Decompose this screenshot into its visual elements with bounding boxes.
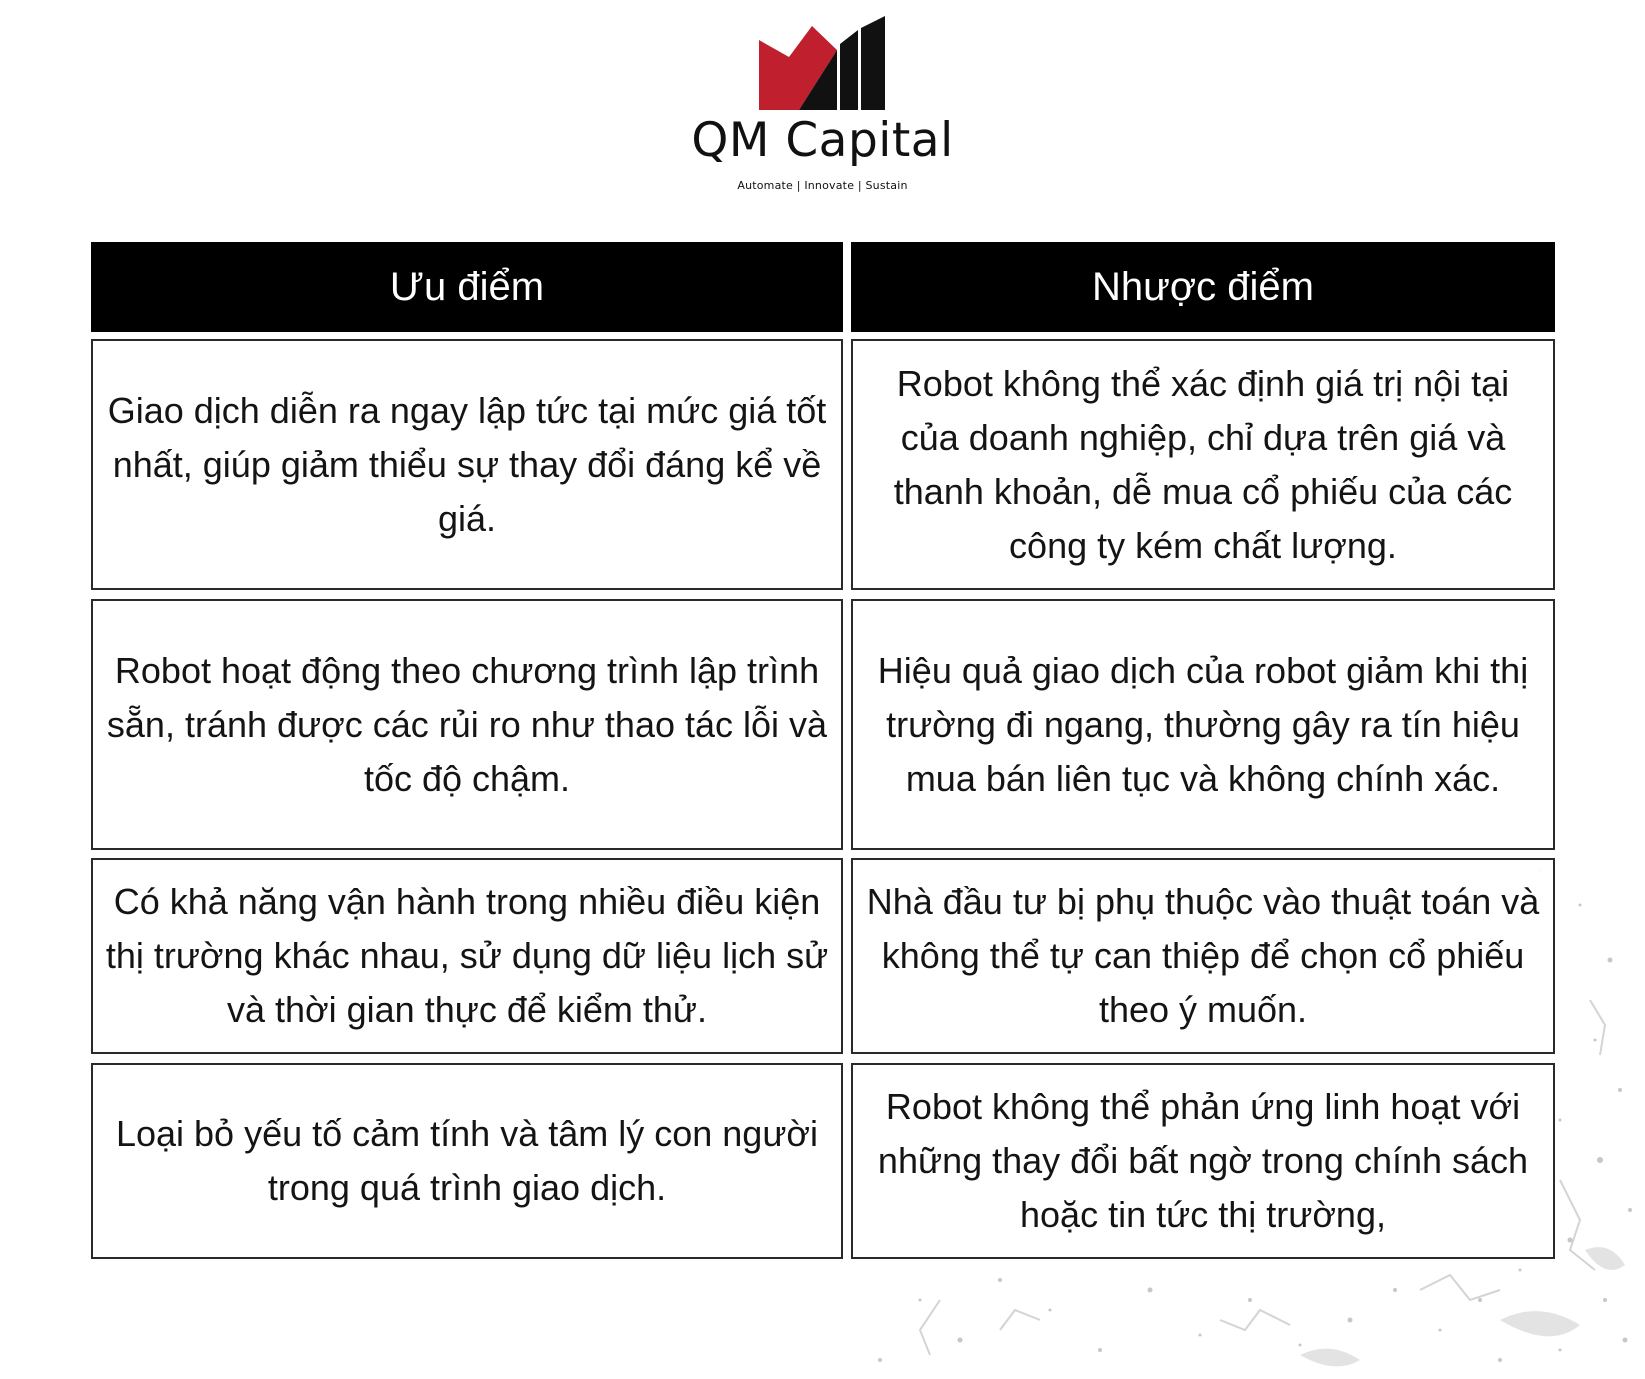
pro-cell-4: Loại bỏ yếu tố cảm tính và tâm lý con người trong quá trình giao dịch. — [91, 1063, 843, 1259]
con-cell-3: Nhà đầu tư bị phụ thuộc vào thuật toán và không thể tự can thiệp để chọn cổ phiếu theo ý muốn. — [851, 858, 1555, 1054]
header-cons: Nhược điểm — [851, 242, 1555, 332]
con-cell-4: Robot không thể phản ứng linh hoạt với những thay đổi bất ngờ trong chính sách hoặc tin tức thị trường, — [851, 1063, 1555, 1259]
con-cell-1: Robot không thể xác định giá trị nội tại của doanh nghiệp, chỉ dựa trên giá và thanh khoản, dễ mua cổ phiếu của các công ty kém chất lượng. — [851, 339, 1555, 590]
header-pros: Ưu điểm — [91, 242, 843, 332]
pro-cell-1: Giao dịch diễn ra ngay lập tức tại mức giá tốt nhất, giúp giảm thiểu sự thay đổi đáng kể về giá. — [91, 339, 843, 590]
brand-tagline: Automate | Innovate | Sustain — [737, 179, 908, 192]
qm-capital-logo-icon — [757, 14, 887, 114]
brand-name: QM Capital — [691, 113, 954, 168]
pro-cell-2: Robot hoạt động theo chương trình lập trình sẵn, tránh được các rủi ro như thao tác lỗi và tốc độ chậm. — [91, 599, 843, 850]
con-cell-2: Hiệu quả giao dịch của robot giảm khi thị trường đi ngang, thường gây ra tín hiệu mua bán liên tục và không chính xác. — [851, 599, 1555, 850]
pro-cell-3: Có khả năng vận hành trong nhiều điều kiện thị trường khác nhau, sử dụng dữ liệu lịch sử và thời gian thực để kiểm thử. — [91, 858, 843, 1054]
brand-header — [0, 0, 1645, 200]
